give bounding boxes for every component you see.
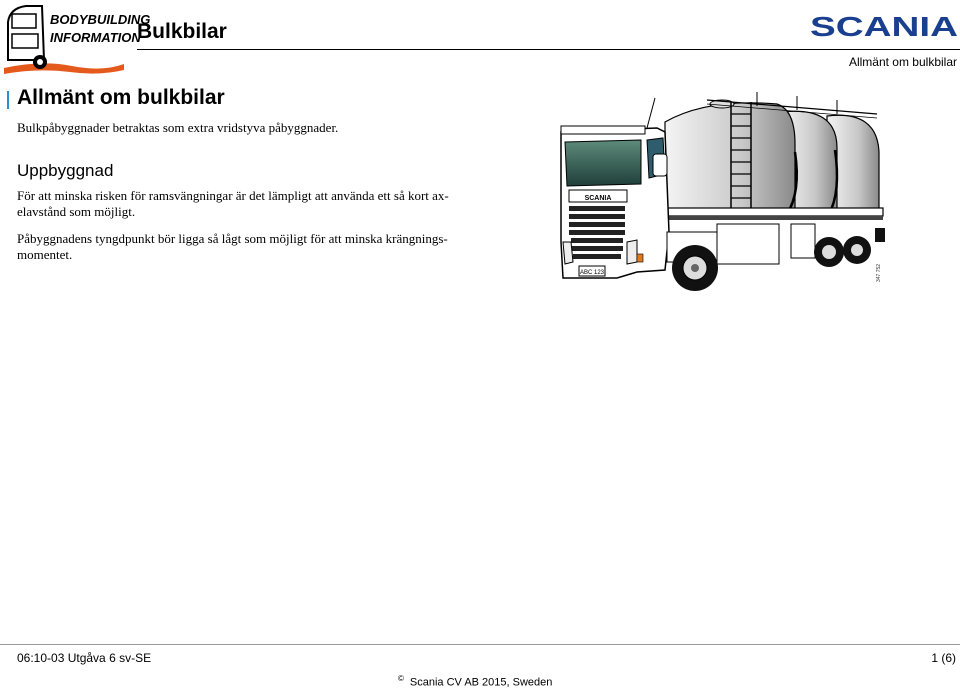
logo-text-line2: INFORMATION [50,30,141,45]
paragraph-1-line-2: elavstånd som möjligt. [17,204,136,219]
copyright-notice [398,674,552,689]
logo-text-line1: BODYBUILDING [50,12,151,27]
header-title: Bulkbilar [137,20,227,43]
footer-divider [0,644,960,645]
sub-heading: Uppbyggnad [17,161,114,180]
copyright-symbol: © [398,674,404,683]
paragraph-1-line-1: För att minska risken för ramsvängningar är det lämpligt att använda ett så kort ax- [17,188,449,203]
section-label: Allmänt om bulkbilar [848,55,957,69]
bulk-truck-illustration [557,92,897,302]
scania-brand-logo [810,11,958,42]
copyright-text: Scania CV AB 2015, Sweden [409,676,553,689]
brand-text: SCANIA [810,11,958,42]
intro-text: Bulkpåbyggnader betraktas som extra vridstyva påbyggnader. [17,120,339,135]
paragraph-1 [17,188,477,220]
number-plate: ABC 123 [579,270,605,276]
bodybuilding-information-logo [2,2,151,74]
paragraph-2 [17,231,477,263]
figure-number: 347 752 [876,263,882,282]
page-number: 1 (6) [931,651,956,665]
paragraph-2-line-2: momentet. [17,247,73,262]
grille-badge: SCANIA [584,195,612,202]
document-id: 06:10-03 Utgåva 6 sv-SE [17,651,152,665]
header-divider [137,49,960,50]
section-marker [7,91,9,109]
paragraph-2-line-1: Påbyggnadens tyngdpunkt bör ligga så lågt som möjligt för att minska krängnings- [17,231,448,246]
page-title: Allmänt om bulkbilar [17,86,225,109]
